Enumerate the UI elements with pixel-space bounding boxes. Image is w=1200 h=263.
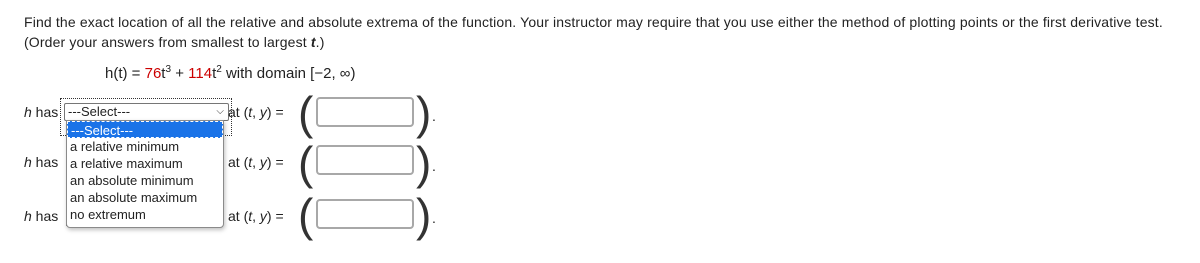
coefficient-2: 114 <box>188 65 213 82</box>
row-1-period: . <box>432 108 436 124</box>
chevron-down-icon: ⌵ <box>216 106 224 117</box>
var-1: t <box>161 65 166 82</box>
extremum-dropdown-list <box>66 120 224 228</box>
instructions-text: Find the exact location of all the relative and absolute extrema of the function. Your instructor may require that you use either the method of plotting points or the first derivative test. (Order your answers from smallest to largest t.) <box>24 14 1163 50</box>
row-3-open-paren: ( <box>298 189 314 241</box>
row-1-answer-input[interactable] <box>316 97 414 127</box>
row-2-label: h has <box>24 154 59 170</box>
plus-sign: + <box>175 65 184 82</box>
var-2: t <box>212 65 217 82</box>
row-3-at-label: at (t, y) = <box>228 208 284 224</box>
row-1-at-label: at (t, y) = <box>228 104 284 120</box>
function-definition <box>105 64 355 82</box>
exponent-1: 3 <box>165 64 172 75</box>
row-2-answer-input[interactable] <box>316 145 414 175</box>
coefficient-1: 76 <box>144 65 162 82</box>
dropdown-option[interactable]: ---Select--- <box>67 121 223 138</box>
row-3-answer-input[interactable] <box>316 199 414 229</box>
row-1-label: h has <box>24 104 59 120</box>
row-1-select-value: ---Select--- <box>68 104 131 119</box>
row-3-period: . <box>432 210 436 226</box>
dropdown-option[interactable]: no extremum <box>70 207 146 222</box>
dropdown-option[interactable]: a relative maximum <box>70 156 183 171</box>
row-2-close-paren: ) <box>416 137 432 189</box>
row-1-open-paren: ( <box>298 87 314 139</box>
row-2-period: . <box>432 158 436 174</box>
dropdown-option[interactable]: an absolute maximum <box>70 190 198 205</box>
dropdown-option[interactable]: a relative minimum <box>70 139 180 154</box>
row-2-at-label: at (t, y) = <box>228 154 284 170</box>
exponent-2: 2 <box>216 64 222 75</box>
function-lhs: h(t) = <box>105 65 141 82</box>
domain-text: with domain [−2, ∞) <box>225 65 356 82</box>
dropdown-option[interactable]: an absolute minimum <box>70 173 194 188</box>
instructions-var: t <box>310 34 316 50</box>
row-1-extremum-select[interactable] <box>64 103 229 121</box>
row-3-label: h has <box>24 208 59 224</box>
row-2-open-paren: ( <box>298 137 314 189</box>
row-3-close-paren: ) <box>416 189 432 241</box>
row-1-close-paren: ) <box>416 87 432 139</box>
